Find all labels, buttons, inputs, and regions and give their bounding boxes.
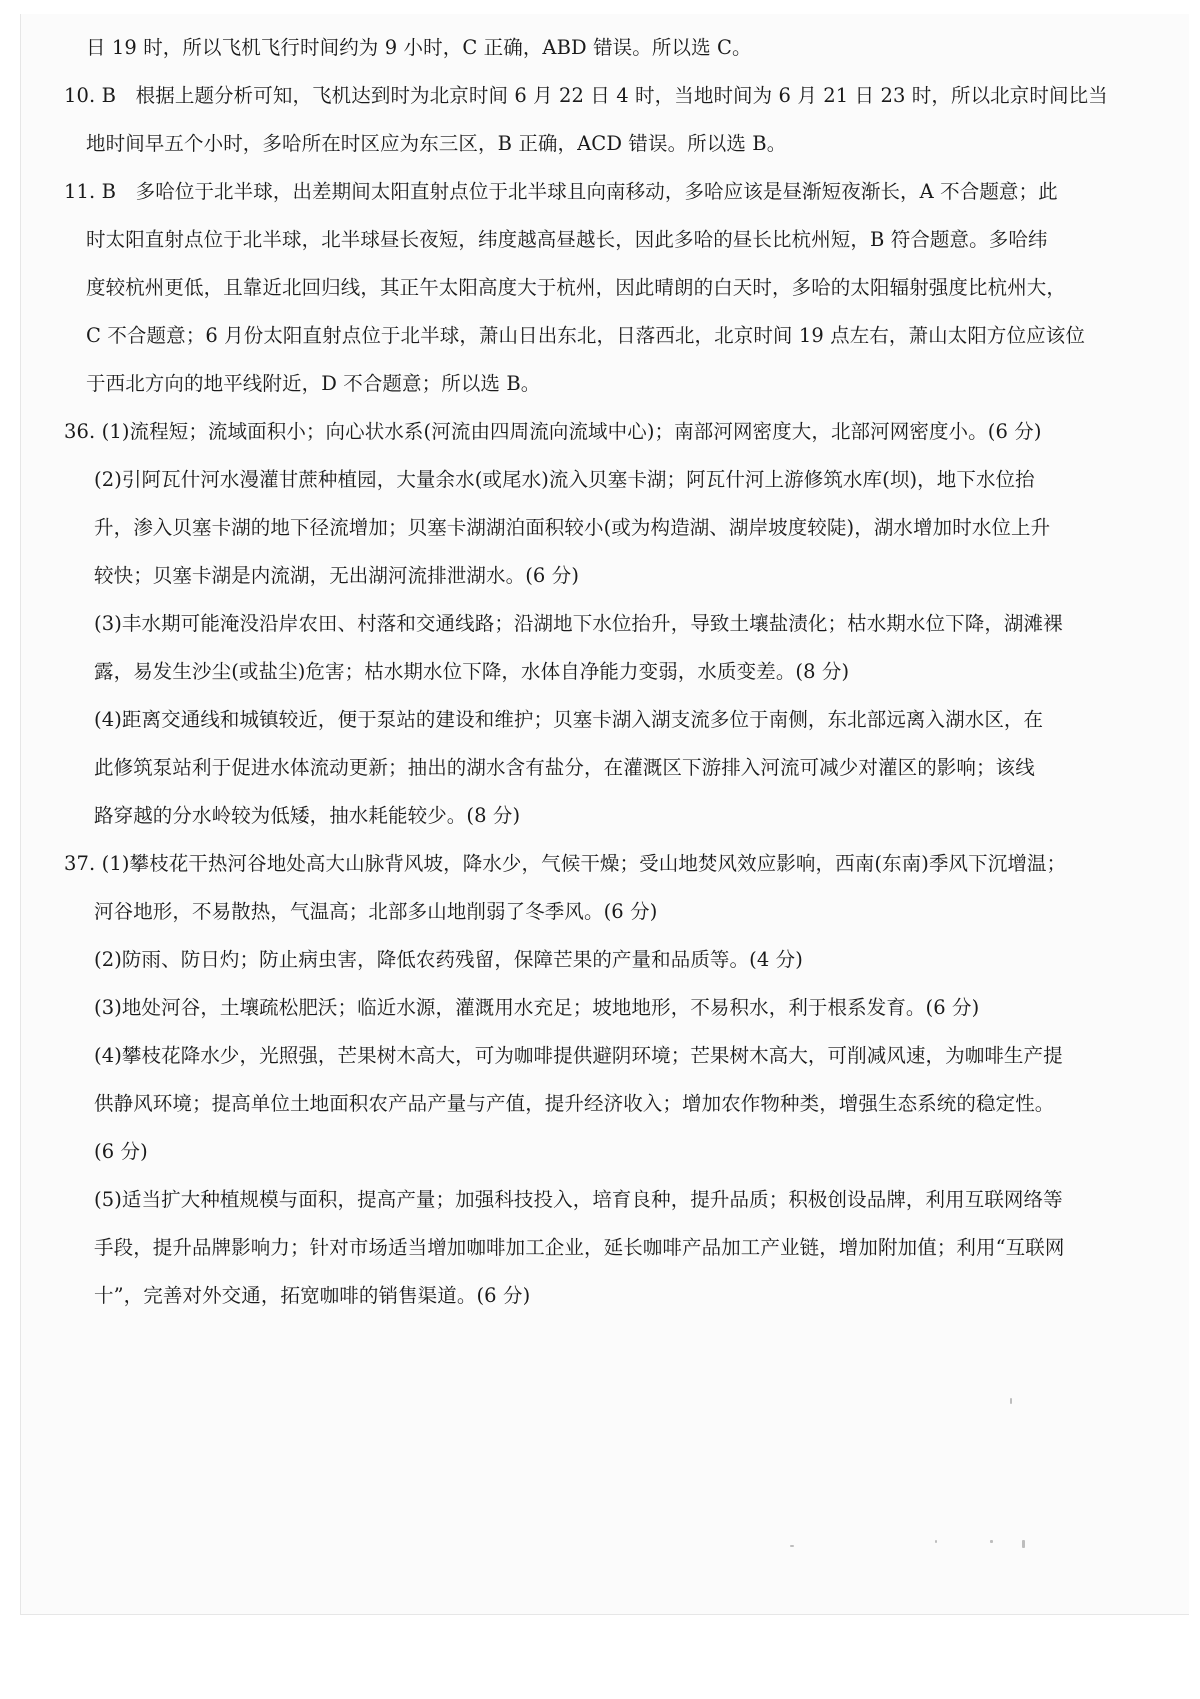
text-line: 37. (1)攀枝花干热河谷地处高大山脉背风坡，降水少，气候干燥；受山地焚风效应影响，西南(东南)季风下沉增温； bbox=[64, 852, 1067, 875]
text-line: (2)引阿瓦什河水漫灌甘蔗种植园，大量余水(或尾水)流入贝塞卡湖；阿瓦什河上游修筑水库(坝)，地下水位抬 bbox=[94, 468, 1035, 491]
text-line: (2)防雨、防日灼；防止病虫害，降低农药残留，保障芒果的产量和品质等。(4 分) bbox=[94, 948, 803, 971]
text-line: 升，渗入贝塞卡湖的地下径流增加；贝塞卡湖湖泊面积较小(或为构造湖、湖岸坡度较陡)，湖水增加时水位上升 bbox=[94, 516, 1051, 539]
text-line: 10. B 根据上题分析可知，飞机达到时为北京时间 6 月 22 日 4 时，当地时间为 6 月 21 日 23 时，所以北京时间比当 bbox=[64, 84, 1108, 107]
text-line: 露，易发生沙尘(或盐尘)危害；枯水期水位下降，水体自净能力变弱，水质变差。(8 分) bbox=[94, 660, 850, 683]
scan-speck bbox=[1022, 1540, 1025, 1548]
text-line: (4)距离交通线和城镇较近，便于泵站的建设和维护；贝塞卡湖入湖支流多位于南侧，东北部远离入湖水区，在 bbox=[94, 708, 1044, 731]
text-line: 时太阳直射点位于北半球，北半球昼长夜短，纬度越高昼越长，因此多哈的昼长比杭州短，B 符合题意。多哈纬 bbox=[86, 228, 1048, 251]
scan-speck bbox=[935, 1540, 937, 1543]
text-line: 地时间早五个小时，多哈所在时区应为东三区，B 正确，ACD 错误。所以选 B。 bbox=[86, 132, 787, 155]
text-line: 此修筑泵站利于促进水体流动更新；抽出的湖水含有盐分，在灌溉区下游排入河流可减少对灌区的影响；该线 bbox=[94, 756, 1035, 779]
text-line: (3)地处河谷，土壤疏松肥沃；临近水源，灌溉用水充足；坡地地形，不易积水，利于根系发育。(6 分) bbox=[94, 996, 980, 1019]
text-line: 较快；贝塞卡湖是内流湖，无出湖河流排泄湖水。(6 分) bbox=[94, 564, 580, 587]
text-line: 供静风环境；提高单位土地面积农产品产量与产值，提升经济收入；增加农作物种类，增强生态系统的稳定性。 bbox=[94, 1092, 1055, 1115]
text-line: 11. B 多哈位于北半球，出差期间太阳直射点位于北半球且向南移动，多哈应该是昼渐短夜渐长，A 不合题意；此 bbox=[64, 180, 1058, 203]
text-line: 日 19 时，所以飞机飞行时间约为 9 小时，C 正确，ABD 错误。所以选 C。 bbox=[86, 36, 752, 59]
text-line: (3)丰水期可能淹没沿岸农田、村落和交通线路；沿湖地下水位抬升，导致土壤盐渍化；枯水期水位下降，湖滩裸 bbox=[94, 612, 1063, 635]
text-line: 路穿越的分水岭较为低矮，抽水耗能较少。(8 分) bbox=[94, 804, 521, 827]
text-line: 度较杭州更低，且靠近北回归线，其正午太阳高度大于杭州，因此晴朗的白天时，多哈的太阳辐射强度比杭州大， bbox=[86, 276, 1067, 299]
text-line: (5)适当扩大种植规模与面积，提高产量；加强科技投入，培育良种，提升品质；积极创设品牌，利用互联网络等 bbox=[94, 1188, 1063, 1211]
text-line: 36. (1)流程短；流域面积小；向心状水系(河流由四周流向流域中心)；南部河网密度大，北部河网密度小。(6 分) bbox=[64, 420, 1042, 443]
text-line: (4)攀枝花降水少，光照强，芒果树木高大，可为咖啡提供避阴环境；芒果树木高大，可削减风速，为咖啡生产提 bbox=[94, 1044, 1063, 1067]
text-line: 手段，提升品牌影响力；针对市场适当增加咖啡加工企业，延长咖啡产品加工产业链，增加附加值；利用“互联网 bbox=[94, 1236, 1065, 1259]
text-line: 于西北方向的地平线附近，D 不合题意；所以选 B。 bbox=[86, 372, 541, 395]
text-line: 十”，完善对外交通，拓宽咖啡的销售渠道。(6 分) bbox=[94, 1284, 531, 1307]
text-line: (6 分) bbox=[94, 1140, 148, 1163]
scan-speck bbox=[790, 1545, 794, 1547]
scan-speck bbox=[1010, 1398, 1012, 1404]
text-line: 河谷地形，不易散热，气温高；北部多山地削弱了冬季风。(6 分) bbox=[94, 900, 658, 923]
scan-speck bbox=[990, 1540, 993, 1543]
text-line: C 不合题意；6 月份太阳直射点位于北半球，萧山日出东北，日落西北，北京时间 19 点左右，萧山太阳方位应该位 bbox=[86, 324, 1085, 347]
